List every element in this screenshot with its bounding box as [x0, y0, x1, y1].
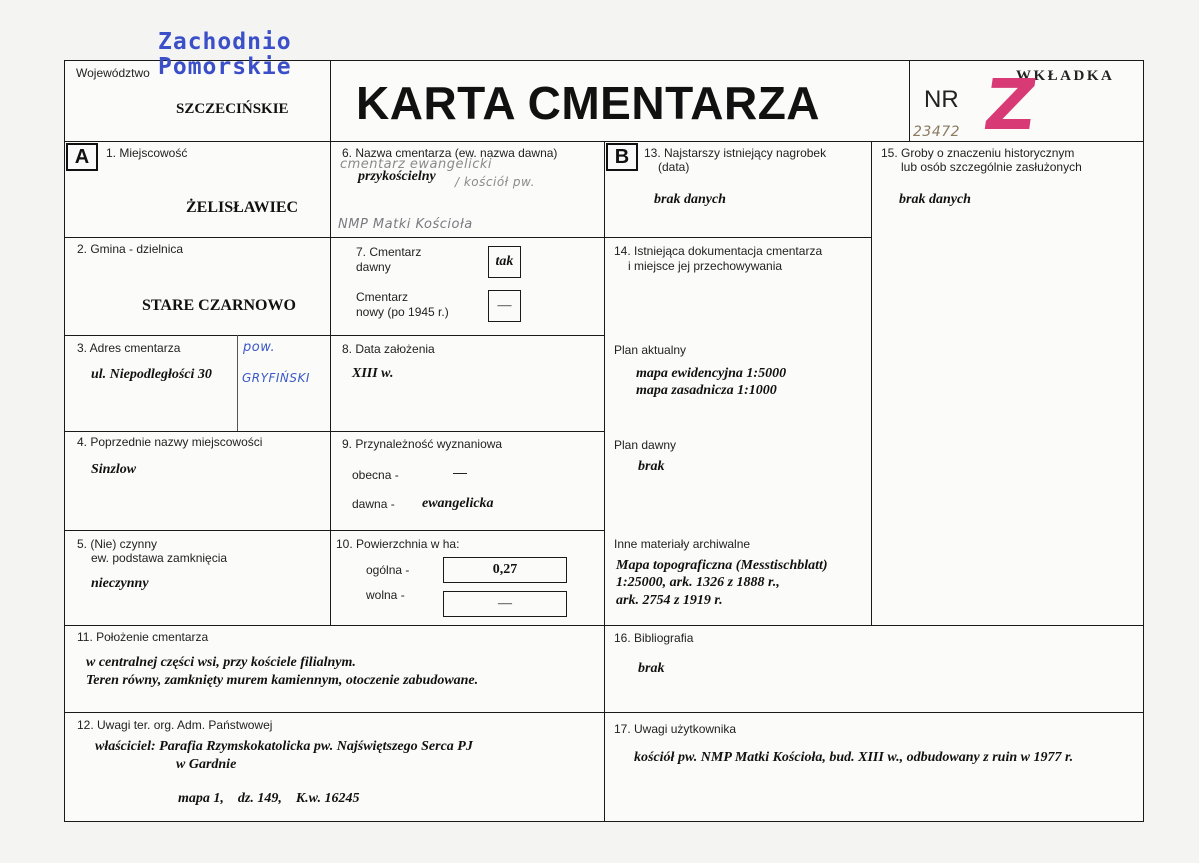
- section-a-box: A: [66, 143, 98, 171]
- field17-label: 17. Uwagi użytkownika: [614, 722, 737, 736]
- field12-line-2: w Gardnie: [176, 757, 237, 772]
- field4-value: Sinzlow: [91, 462, 137, 477]
- field10-ogolna-box: 0,27: [443, 557, 567, 583]
- field11-label: 11. Położenie cmentarza: [77, 630, 209, 644]
- field13-label-2: (data): [658, 160, 690, 174]
- field14-other-3: ark. 2754 z 1919 r.: [616, 593, 723, 608]
- field1-label: 1. Miejscowość: [106, 146, 188, 160]
- field7-label-1b: dawny: [356, 260, 391, 274]
- wkladka-label: WKŁADKA: [1016, 68, 1115, 84]
- field12-line-1: właściciel: Parafia Rzymskokatolicka pw. Najświętszego Serca PJ: [95, 739, 473, 754]
- field2-label: 2. Gmina - dzielnica: [77, 242, 184, 256]
- nr-handwritten: 23472: [913, 124, 961, 140]
- field1-value: ŻELISŁAWIEC: [186, 199, 299, 216]
- field10-ogolna-label: ogólna -: [366, 563, 410, 577]
- regional-stamp: Zachodnio Pomorskie: [158, 29, 292, 80]
- field7-label-2a: Cmentarz: [356, 290, 409, 304]
- field7-nowy-box: —: [488, 290, 521, 322]
- section-b-box: B: [606, 143, 638, 171]
- field7-dawny-box: tak: [488, 246, 521, 278]
- field8-value: XIII w.: [352, 366, 394, 381]
- field11-line-1: w centralnej części wsi, przy kościele filialnym.: [86, 655, 356, 670]
- field13-value: brak danych: [654, 192, 726, 207]
- field5-label-2: ew. podstawa zamknięcia: [91, 551, 228, 565]
- field6-hand-church: / kościół pw.: [455, 175, 535, 189]
- field14-plan-current-2: mapa zasadnicza 1:1000: [636, 383, 777, 398]
- field6-label: 6. Nazwa cmentarza (ew. nazwa dawna): [342, 146, 558, 160]
- field3-hand-pow: pow.: [243, 340, 276, 355]
- field8-label: 8. Data założenia: [342, 342, 435, 356]
- field13-label-1: 13. Najstarszy istniejący nagrobek: [644, 146, 827, 160]
- field16-value: brak: [638, 661, 665, 676]
- field14-plan-old-label: Plan dawny: [614, 438, 677, 452]
- field16-label: 16. Bibliografia: [614, 631, 694, 645]
- field9-obecna-label: obecna -: [352, 468, 399, 482]
- field14-other-label: Inne materiały archiwalne: [614, 537, 751, 551]
- nr-label: NR: [924, 86, 959, 113]
- field12-label: 12. Uwagi ter. org. Adm. Państwowej: [77, 718, 273, 732]
- field7-label-1a: 7. Cmentarz: [356, 245, 422, 259]
- field7-label-2b: nowy (po 1945 r.): [356, 305, 449, 319]
- field11-line-2: Teren równy, zamknięty murem kamiennym, otoczenie zabudowane.: [86, 673, 479, 688]
- field3-value: ul. Niepodległości 30: [91, 367, 212, 382]
- field14-plan-current-1: mapa ewidencyjna 1:5000: [636, 366, 787, 381]
- field10-wolna-label: wolna -: [366, 588, 405, 602]
- field9-dawna-value: ewangelicka: [422, 496, 494, 511]
- field9-label: 9. Przynależność wyznaniowa: [342, 437, 503, 451]
- field6-hand-church-name: NMP Matki Kościoła: [338, 217, 473, 232]
- field14-other-2: 1:25000, ark. 1326 z 1888 r.,: [616, 575, 780, 590]
- field15-label-1: 15. Groby o znaczeniu historycznym: [881, 146, 1075, 160]
- field17-value: kościół pw. NMP Matki Kościoła, bud. XIII w., odbudowany z ruin w 1977 r.: [634, 750, 1074, 765]
- field15-label-2: lub osób szczególnie zasłużonych: [901, 160, 1082, 174]
- wojewodztwo-value: SZCZECIŃSKIE: [176, 101, 289, 117]
- field15-value: brak danych: [899, 192, 971, 207]
- field6-value: przykościelny: [358, 169, 436, 184]
- field14-plan-current-label: Plan aktualny: [614, 343, 687, 357]
- field10-label: 10. Powierzchnia w ha:: [336, 537, 460, 551]
- page-title: KARTA CMENTARZA: [356, 77, 821, 129]
- field10-wolna-box: —: [443, 591, 567, 617]
- field6-hand-evangelical: cmentarz ewangelicki: [340, 157, 493, 172]
- field14-label-2: i miejsce jej przechowywania: [628, 259, 783, 273]
- field3-hand-county: GRYFIŃSKI: [242, 371, 310, 385]
- field14-plan-old-value: brak: [638, 459, 665, 474]
- field14-other-1: Mapa topograficzna (Messtischblatt): [616, 558, 828, 573]
- field3-label: 3. Adres cmentarza: [77, 341, 181, 355]
- wojewodztwo-label: Województwo: [76, 66, 150, 80]
- field2-value: STARE CZARNOWO: [142, 297, 296, 314]
- field4-label: 4. Poprzednie nazwy miejscowości: [77, 435, 263, 449]
- field9-obecna-value: —: [453, 464, 467, 480]
- red-mark: Z: [979, 64, 1042, 146]
- field12-line-3: mapa 1, dz. 149, K.w. 16245: [178, 791, 360, 806]
- field5-value: nieczynny: [91, 576, 149, 591]
- field9-dawna-label: dawna -: [352, 497, 395, 511]
- field5-label-1: 5. (Nie) czynny: [77, 537, 158, 551]
- field14-label-1: 14. Istniejąca dokumentacja cmentarza: [614, 244, 823, 258]
